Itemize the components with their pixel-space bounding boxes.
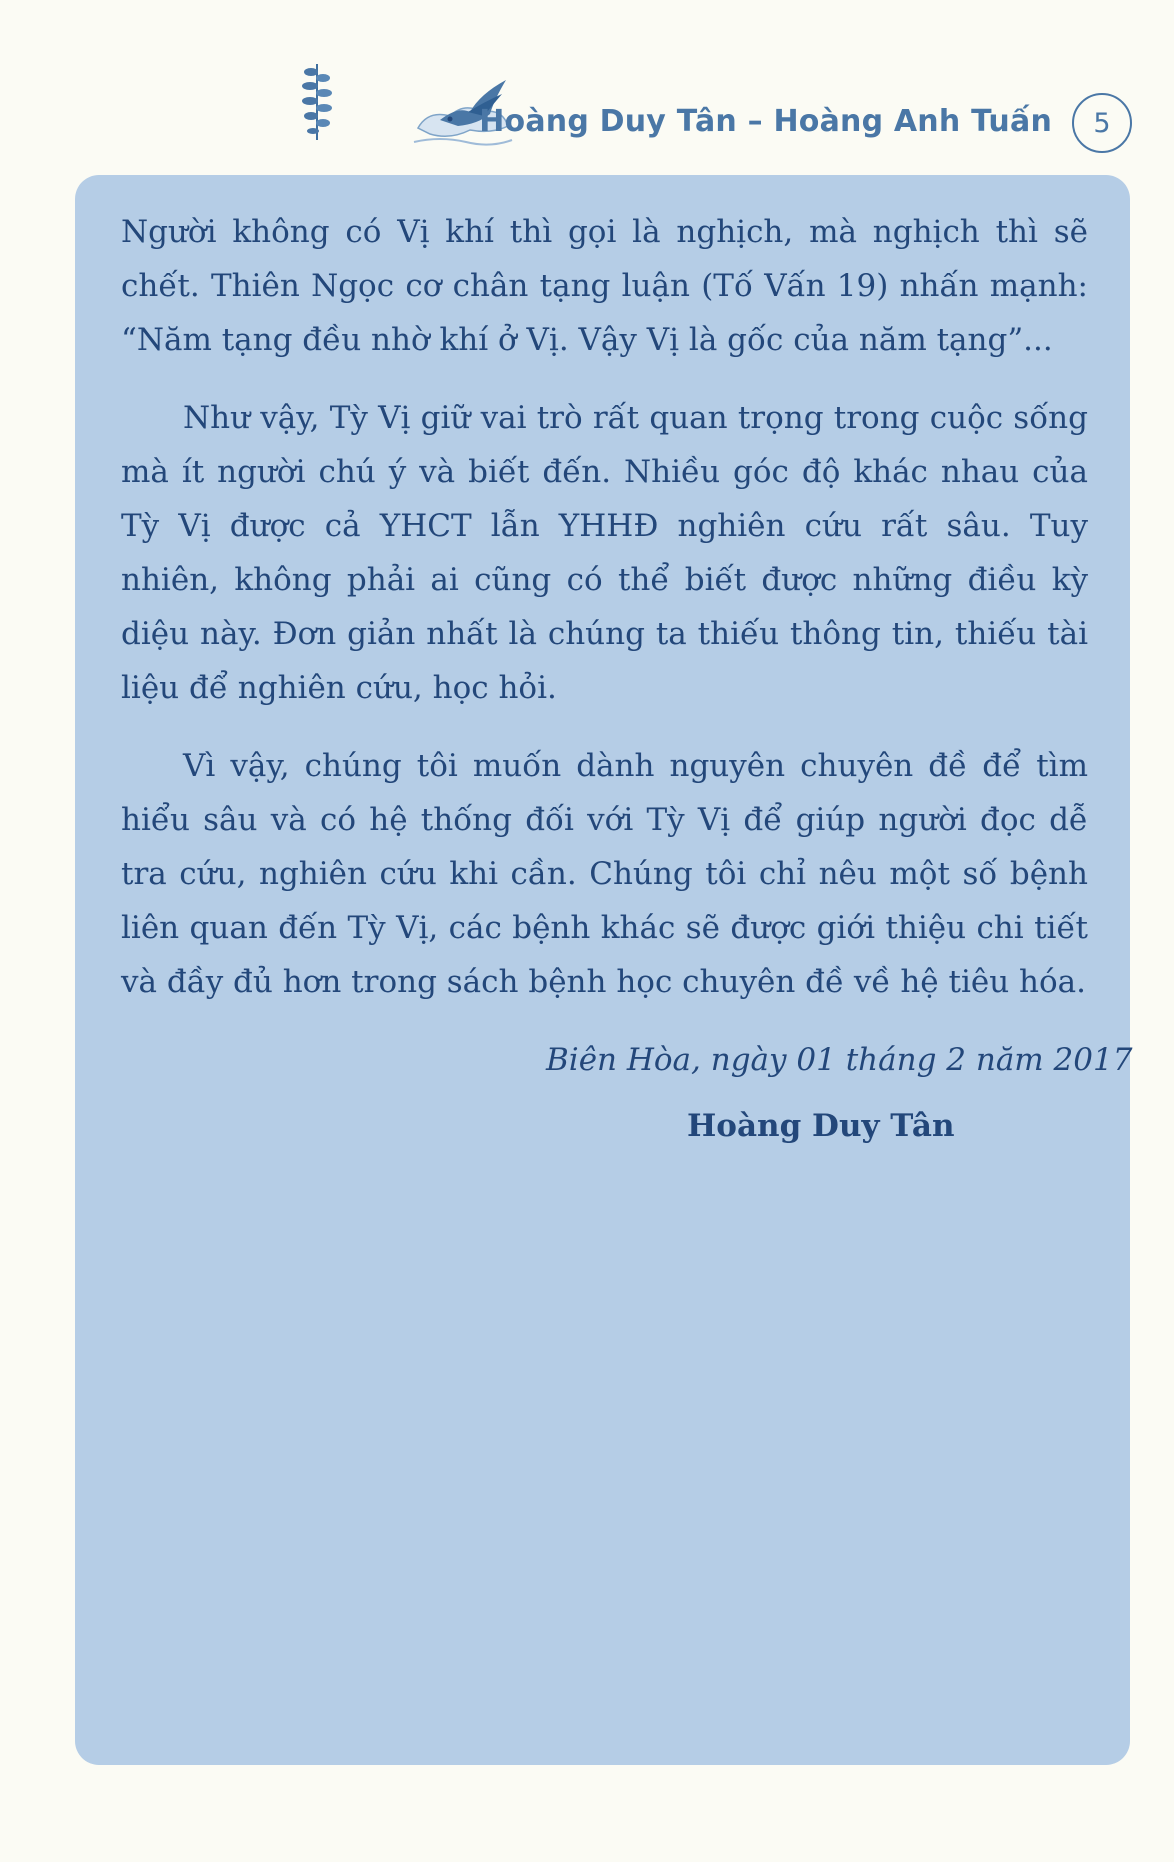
author-name: Hoàng Duy Tân <box>687 1108 955 1144</box>
paragraph-1: Người không có Vị khí thì gọi là nghịch, mà nghịch thì sẽ chết. Thiên Ngọc cơ chân tạng luận (Tố Vấn 19) nhấn mạnh: “Năm tạng đều nhờ khí ở Vị. Vậy Vị là gốc của năm tạng”... <box>121 214 1088 358</box>
herb-sprig-icon <box>300 62 334 142</box>
page-header <box>0 0 1174 175</box>
paragraph-2: Như vậy, Tỳ Vị giữ vai trò rất quan trọng trong cuộc sống mà ít người chú ý và biết đến. Nhiều góc độ khác nhau của Tỳ Vị được cả YHCT lẫn YHHĐ nghiên cứu rất sâu. Tuy nhiên, không phải ai cũng có thể biết được những điều kỳ diệu này. Đơn giản nhất là chúng ta thiếu thông tin, thiếu tài liệu để nghiên cứu, học hỏi. <box>121 400 1088 706</box>
page-number: 5 <box>1072 93 1132 153</box>
body-text <box>121 205 1133 1153</box>
content-box <box>75 175 1133 1765</box>
running-title: Hoàng Duy Tân – Hoàng Anh Tuấn <box>479 104 1052 139</box>
paragraph-3: Vì vậy, chúng tôi muốn dành nguyên chuyên đề để tìm hiểu sâu và có hệ thống đối với Tỳ Vị để giúp người đọc dễ tra cứu, nghiên cứu khi cần. Chúng tôi chỉ nêu một số bệnh liên quan đến Tỳ Vị, các bệnh khác sẽ được giới thiệu chi tiết và đầy đủ hơn trong sách bệnh học chuyên đề về hệ tiêu hóa. <box>121 748 1088 1000</box>
place-date: Biên Hòa, ngày 01 tháng 2 năm 2017 <box>546 1042 1133 1078</box>
